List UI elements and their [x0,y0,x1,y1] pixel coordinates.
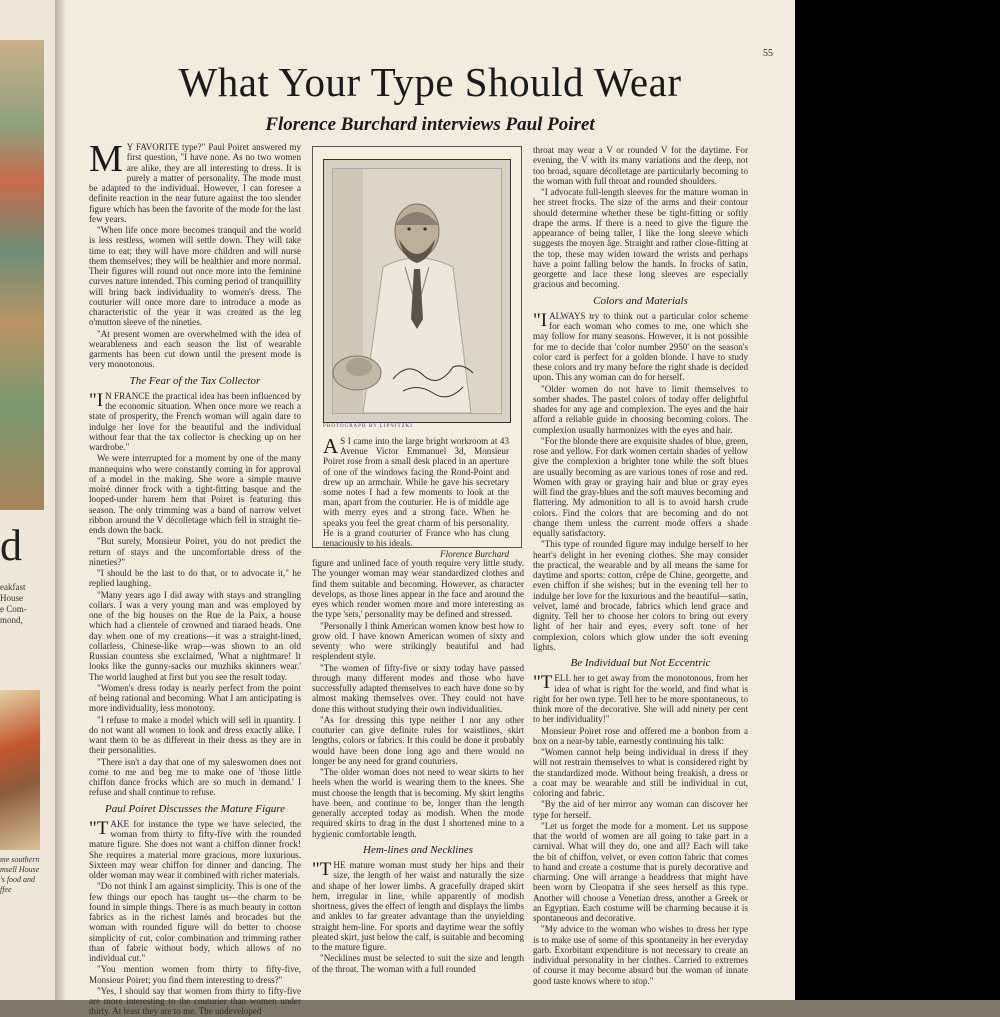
initial-letter: "T [89,817,109,839]
paragraph: "IALWAYS try to think out a particular color scheme for each woman who comes to me, one which she may follow for many seasons. However, it is not possible for me to decide that 'color number 2950' on the season's color card is perfect for a golden blonde. I have to study these colors and try many before the right shade is decided upon. This any woman can do for herself. [533,309,748,383]
portrait-photo [323,159,511,423]
photo-mat [332,168,502,414]
article-title: What Your Type Should Wear [178,59,682,105]
paragraph: "TELL her to get away from the monotonous, from her idea of what is right for the world, and find what is right for her own type. Tell her to be more spontaneous, to think more of the decorative. She will add ninety per cent to her individuality!" [533,672,748,725]
paragraph: "As for dressing this type neither I nor any other couturier can give definite rules for waistlines, skirt lengths, colors or fabrics. It this could be done it probably would have been done long ago and there would no longer be any need for grand couturiers. [312,714,524,766]
left-page-caption-line: 's food and [0,875,36,884]
left-page-caption-line: ffee [0,885,12,894]
left-page-text-line: e Com- [0,604,27,614]
left-page-illustration-bottom [0,690,40,850]
text-column-right [533,145,748,986]
paragraph: "Necklines must be selected to suit the size and length of the throat. The woman with a full rounded [312,953,524,974]
paragraph: Monsieur Poiret rose and offered me a bonbon from a box on a near-by table, earnestly continuing his talk: [533,725,748,746]
man-portrait-illustration [333,169,501,413]
left-page-illustration-top [0,40,44,510]
paragraph: "I should be the last to do that, or to advocate it," he replied laughing. [89,568,301,589]
paragraph: "Do not think I am against simplicity. This is one of the few things our epoch has taught us—the charm to be found in simple things. There is as much beauty in cotton fabrics as in the richest lamés and brocades but the woman with rounded figure will do better to choose simplicity of cut, color combination and trimming rather than of fabric without body, which allows of no individual cut." [89,881,301,963]
paragraph: "Women cannot help being individual in dress if they will not restrain themselves to what is considered right by the standardized mode. Without being freakish, a dress or a coat may be wearable and still be individual in cut, coloring and fabric. [533,747,748,798]
drop-cap: M [89,138,123,180]
left-page-caption-line: me southern [0,855,40,864]
left-page-text-line: eakfast [0,582,26,592]
photo-caption: A S I came into the large bright workroom at 43 Avenue Victor Emmanuel 3d, Monsieur Poiret rose from a small desk placed in an aperture of one of the windows facing the Rond-Point and drew up an armchair. While he gave his secretary some notes I had a few moments to look at the man, apart from the couturier. He is of middle age with merry eyes and a strong face. When he speaks you feel the great charm of his personality. He is a grand couturier of France who has clung tenaciously to his ideals. Florence Burchard [323,434,509,560]
paragraph: "The older woman does not need to wear skirts to her heels when the world is wearing them to the knees. She must choose the length that is becoming. My skirt lengths have been, and continue to be, longer than the length generally accepted today as modish. When the mode required skirts to drag in the dust I shortened mine to a hygienic comfortable length. [312,767,524,839]
paragraph: "Personally I think American women know best how to grow old. I have known American women of sixty and seventy who were strikingly beautiful and had resplendent style. [312,620,524,662]
photo-credit: PHOTOGRAPH BY LIPNITZKI [323,424,413,429]
section-heading: The Fear of the Tax Collector [129,374,261,387]
paragraph: "Many years ago I did away with stays and strangling collars. I was a very young man and was employed by one of the big houses on the Rue de la Paix, a house which had a clientele of crowned and tiaraed heads. One day when one of my creations—it was a straight-lined, collarless, Chinese-like wrap—was shown to an old Russian countess she exclaimed, 'What a nightmare! It looks like the gunny-sacks our muzhiks skinners wear.' The world laughed at first but you see the result today. [89,589,301,682]
portrait-frame [312,146,522,560]
left-page-large-letter: d [0,521,22,570]
left-facing-page [0,0,55,1000]
paragraph: "You mention women from thirty to fifty-five, Monsieur Poiret; you find them interesting to dress?" [89,964,301,985]
text-column-middle [312,558,524,974]
section-heading: Colors and Materials [593,294,688,307]
paragraph: "By the aid of her mirror any woman can discover her type for herself. [533,799,748,820]
section-heading: Be Individual but Not Eccentric [570,657,711,669]
background-right [795,0,1000,1000]
paragraph: "Women's dress today is nearly perfect from the point of being rational and becoming. What I am anticipating is more individuality, less monotony. [89,682,301,714]
paragraph: "Older women do not have to limit themselves to somber shades. The pastel colors of today offer delightful shades for any age and complexion. The eyes and the hair afford a reliable guide in choosing becoming colors. The complexion usually harmonizes with the eyes and hair. [533,383,748,435]
left-page-text-line: House [0,593,23,603]
paragraph: figure and unlined face of youth require very little study. The younger woman may wear standardized clothes and find them suitable and becoming. However, as character develops, as those lines appear in the face and around the eyes which render women more and more interesting as the type 'sets,' personality may be defined and stressed. [312,558,524,620]
paragraph: "For the blonde there are exquisite shades of blue, green, rose and yellow. For dark women certain shades of yellow give the complexion a brighter tone while the soft blues are usually becoming as are various tones of rose and red. Women with gray or graying hair and blue or gray eyes will find the gray-blues and the soft mauves becoming and flattering. My admonition to all is to avoid harsh crude colors. Find the colors that are becoming and do not change them unless the current mode offers a shade equally satisfactory. [533,435,748,538]
page-number: 55 [763,48,773,59]
paragraph: "But surely, Monsieur Poiret, you do not predict the return of stays and the uncomfortable dress of the nineties?" [89,536,301,567]
caption-signature: Florence Burchard [440,549,509,560]
left-page-caption-line: msell House [0,865,40,874]
magazine-page [65,0,795,1017]
paragraph: We were interrupted for a moment by one of the many mannequins who were constantly coming in for approval of a model in the making. She wore a simple mauve moiré dinner frock with a tight-fitting basque and the looped-under harem hem that Poiret is featuring this season. The only trimming was a band of narrow velvet ribbon around the V décolletage which fell in straight tie-ends down the back. [89,453,301,535]
paragraph: "When life once more becomes tranquil and the world is less restless, women will settle down. They will take time to eat; they will have more children and will nurse them themselves; they will be healthier and more normal. Their figures will round out once more into the feminine curves nature intended. This coming period of tranquillity will bring back individuality to women's dress. The couturier will once more dare to introduce a mode as characteristic of the year it was created as the leg o'mutton sleeve of the nineties. [89,225,301,328]
section-heading: Paul Poiret Discusses the Mature Figure [105,802,285,815]
paragraph: "Yes, I should say that women from thirty to fifty-five are more interesting to the couturier than women under thirty. At least they are to me. The undeveloped [89,985,301,1017]
paragraph: "Let us forget the mode for a moment. Let us suppose that the world of women are all going to take part in a carnival. What will they do, one and all? Each will take the bit of chiffon, velvet, or even cotton fabric that comes to hand and create a costume that is purely decorative and charming. One will arrange a headdress that might have been worn by Cleopatra if she sees herself as this type. Another will choose a Venetian dress, another a Greek or an Egyptian. Each costume will be charming because it is spontaneous and decorative. [533,820,748,923]
initial-letter: "I [533,309,548,331]
initial-letter: "T [533,672,553,694]
text-column-left [89,138,301,1017]
paragraph: throat may wear a V or rounded V for the daytime. For evening, the V with its many variations and the deep, not too broad, square décolletage are particularly becoming to the woman with full throat and rounded shoulders. [533,145,748,186]
initial-letter: A [323,434,339,458]
paragraph: "I refuse to make a model which will sell in quantity. I do not want all women to look and dress exactly alike. I want them to be as different in their dress as they are in their personalities. [89,714,301,756]
left-page-text-line: mond, [0,615,23,625]
initial-letter: "I [89,389,104,411]
page-gutter [55,0,65,1000]
paragraph: "The women of fifty-five or sixty today have passed through many different modes and those who have successfully adapted themselves to each have done so by almost making themselves over. They could not have done this without studying their own individualities. [312,662,524,714]
paragraph: "THE mature woman must study her hips and their size, the length of her waist and naturally the size and shape of her lower limbs. A gracefully draped skirt hem, irregular in line, while apparently of modish shortness, gives the effect of length and displays the limbs and ankles to far greater advantage than the unyielding straight hem-line. For sports and daytime wear the softly pleated skirt, just below the calf, is suitable and becoming to the mature figure. [312,859,524,952]
paragraph: "This type of rounded figure may indulge herself to her heart's delight in her evening clothes. She may consider the practical, the wearable and by all means the same for daytime and sports: cotton, crêpe de Chine, georgette, and even chiffon if she wishes; but in the evening tell her to indulge her love for the luxurious and the beautiful—satin, velvet, lamé and brocade, fabrics which lend grace and dignity. Tell her to choose her colors to bring out every light of her hair and eyes, every soft tone of her complexion, colors which glow under the soft evening lights. [533,539,748,652]
paragraph: "TAKE for instance the type we have selected, the woman from thirty to fifty-five with the rounded mature figure. She does not want a chiffon dinner frock! She requires a material more gracious, more luxurious. Sixteen may wear chiffon for dinner and dancing. The older woman may wear it combined with richer materials. [89,817,301,880]
paragraph: "My advice to the woman who wishes to dress her type is to make use of some of this spontaneity in her everyday garb. Exorbitant expenditure is not necessary to create an individual personality in her clothes. Carried to extremes of course it may become absurd but the woman of innate good taste knows where to stop." [533,924,748,986]
initial-letter: "T [312,859,332,880]
paragraph: M Y FAVORITE type?" Paul Poiret answered my first question, "I have none. As no two women are alike, they are all interesting to dress. It is purely a matter of personality. The mode must be adapted to the individual. However, I can foresee a definite reaction in the near future against the too slender figure which has been the favorite of the mode for the last few years. [89,138,301,224]
paragraph: "I N FRANCE the practical idea has been influenced by the economic situation. When once more we reach a state of prosperity, the French woman will again dare to indulge her love for the beautiful and the individual without fear that the tax collector is checking up on her wardrobe." [89,389,301,452]
paragraph: "At present women are overwhelmed with the idea of wearableness and each season the list of wearable garments has been cut down until the present mode is very monotonous. [89,328,301,370]
paragraph: "There isn't a day that one of my saleswomen does not come to me and beg me to make one of 'those little chiffon dance frocks which are so much in demand.' I refuse and shall continue to refuse. [89,756,301,798]
section-heading: Hem-lines and Necklines [363,843,473,856]
paragraph: "I advocate full-length sleeves for the mature woman in her street frocks. The size of the arms and their contour should determine whether these be tight-fitting or softly drape the arms. If there is a need to give the figure the appearance of being taller, I like the long sleeve which suggests the moyen âge. Straight and rather close-fitting at the top, these may widen toward the wrists and perhaps have a point falling below the hands. In frocks of satin, georgette and lace these long sleeves are especially gracious and becoming. [533,187,748,290]
article-subtitle: Florence Burchard interviews Paul Poiret [265,114,595,135]
